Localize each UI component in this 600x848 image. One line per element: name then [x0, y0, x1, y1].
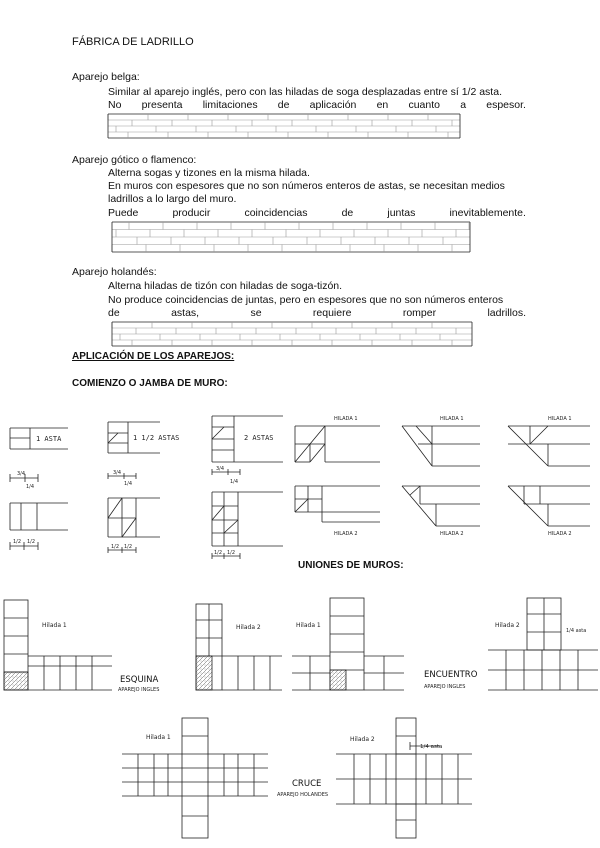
gotico-heading: Aparejo gótico o flamenco: — [72, 154, 197, 166]
word: juntas — [387, 207, 416, 219]
encuentro-hilada2: Hilada 2 — [495, 622, 520, 629]
label-hilada2-c: HILADA 2 — [548, 531, 572, 537]
jamba-1asta-bottom — [10, 503, 68, 530]
dim-1-2-a: 1/2 — [13, 539, 22, 545]
label-hilada2-a: HILADA 2 — [334, 531, 358, 537]
label-hilada1-a: HILADA 1 — [334, 416, 358, 422]
encuentro-aparejo: APAREJO INGLES — [424, 684, 466, 690]
jamba-15astas-bottom — [108, 498, 160, 537]
encuentro-h1 — [292, 598, 404, 690]
corner-h2-b — [402, 486, 480, 526]
word: se — [250, 307, 262, 319]
esquina-hilada2: Hilada 2 — [236, 624, 261, 631]
encuentro-hilada1: Hilada 1 — [296, 622, 321, 629]
label-hilada2-b: HILADA 2 — [440, 531, 464, 537]
word: espesor. — [486, 99, 526, 111]
dim-3-4-a: 3/4 — [17, 471, 26, 477]
word: astas, — [171, 307, 200, 319]
gotico-line1: Alterna sogas y tizones en la misma hilada. — [108, 167, 310, 179]
cruce-aparejo: APAREJO HOLANDES — [277, 792, 329, 798]
label-cruce: CRUCE — [292, 779, 322, 789]
corner-h2-c — [508, 486, 590, 526]
esquina-h2 — [196, 604, 282, 690]
esquina-hilada1: Hilada 1 — [42, 622, 67, 629]
word: a — [460, 99, 467, 111]
holandes-line1: Alterna hiladas de tizón con hiladas de soga-tizón. — [108, 280, 343, 292]
gotico-line3: ladrillos a lo largo del muro. — [108, 193, 237, 205]
label-1asta: 1 ASTA — [36, 435, 62, 443]
page-title: FÁBRICA DE LADRILLO — [72, 36, 194, 48]
label-15astas: 1 1/2 ASTAS — [133, 434, 180, 442]
label-2astas: 2 ASTAS — [244, 434, 274, 442]
jamba-2astas-bottom — [212, 492, 283, 546]
label-hilada1-c: HILADA 1 — [548, 416, 572, 422]
dim-1-4-b: 1/4 — [124, 481, 133, 487]
belga-line1: Similar al aparejo inglés, pero con las hiladas de soga desplazadas entre sí 1/2 asta. — [108, 86, 502, 98]
word: requiere — [312, 307, 352, 319]
word: aplicación — [309, 99, 357, 111]
corner-h2-a — [295, 486, 380, 522]
gotico-line2: En muros con espesores que no son números enteros de astas, se necesitan medios — [108, 180, 505, 192]
word: de — [277, 99, 290, 111]
dim-1-2-e: 1/2 — [214, 550, 223, 556]
word: producir — [172, 207, 211, 219]
esquina-h1 — [4, 600, 112, 690]
section-uniones: UNIONES DE MUROS: — [298, 560, 404, 571]
dim-3-4-c: 3/4 — [216, 466, 225, 472]
label-encuentro: ENCUENTRO — [424, 670, 478, 680]
holandes-heading: Aparejo holandés: — [72, 266, 157, 278]
word: cuanto — [408, 99, 440, 111]
word: No — [108, 99, 122, 111]
label-hilada1-b: HILADA 1 — [440, 416, 464, 422]
dim-1-4-c: 1/4 — [230, 479, 239, 485]
dim-1-2-b: 1/2 — [27, 539, 36, 545]
word: de — [341, 207, 354, 219]
dim-1-4-a: 1/4 — [26, 484, 35, 490]
word: romper — [402, 307, 437, 319]
word: Puede — [108, 207, 139, 219]
cruce-h1 — [122, 718, 268, 838]
dim-1-2-d: 1/2 — [124, 544, 133, 550]
dim-1-2-c: 1/2 — [111, 544, 120, 550]
word: de — [108, 307, 120, 319]
word: en — [376, 99, 389, 111]
corner-h1-c — [508, 426, 590, 466]
corner-h1-b — [402, 426, 480, 466]
section-application: APLICACIÓN DE LOS APAREJOS: — [72, 351, 235, 362]
esquina-aparejo: APAREJO INGLES — [118, 687, 160, 693]
word: limitaciones — [202, 99, 258, 111]
word: ladrillos. — [487, 307, 526, 319]
corner-h1-a — [295, 426, 380, 462]
cruce-hilada2: Hilada 2 — [350, 736, 375, 743]
word: inevitablemente. — [449, 207, 526, 219]
cruce-cuarto-asta: 1/4 asta — [420, 744, 443, 750]
word: coincidencias — [244, 207, 308, 219]
section-jamba: COMIENZO O JAMBA DE MURO: — [72, 378, 228, 389]
holandes-line2: No produce coincidencias de juntas, pero en espesores que no son números enteros — [108, 294, 504, 306]
belga-heading: Aparejo belga: — [72, 71, 140, 83]
encuentro-cuarto-asta: 1/4 asta — [566, 628, 587, 634]
dim-1-2-f: 1/2 — [227, 550, 236, 556]
word: presenta — [141, 99, 183, 111]
cruce-hilada1: Hilada 1 — [146, 734, 171, 741]
dim-3-4-b: 3/4 — [113, 470, 122, 476]
encuentro-h2 — [488, 598, 598, 690]
label-esquina: ESQUINA — [120, 675, 159, 685]
